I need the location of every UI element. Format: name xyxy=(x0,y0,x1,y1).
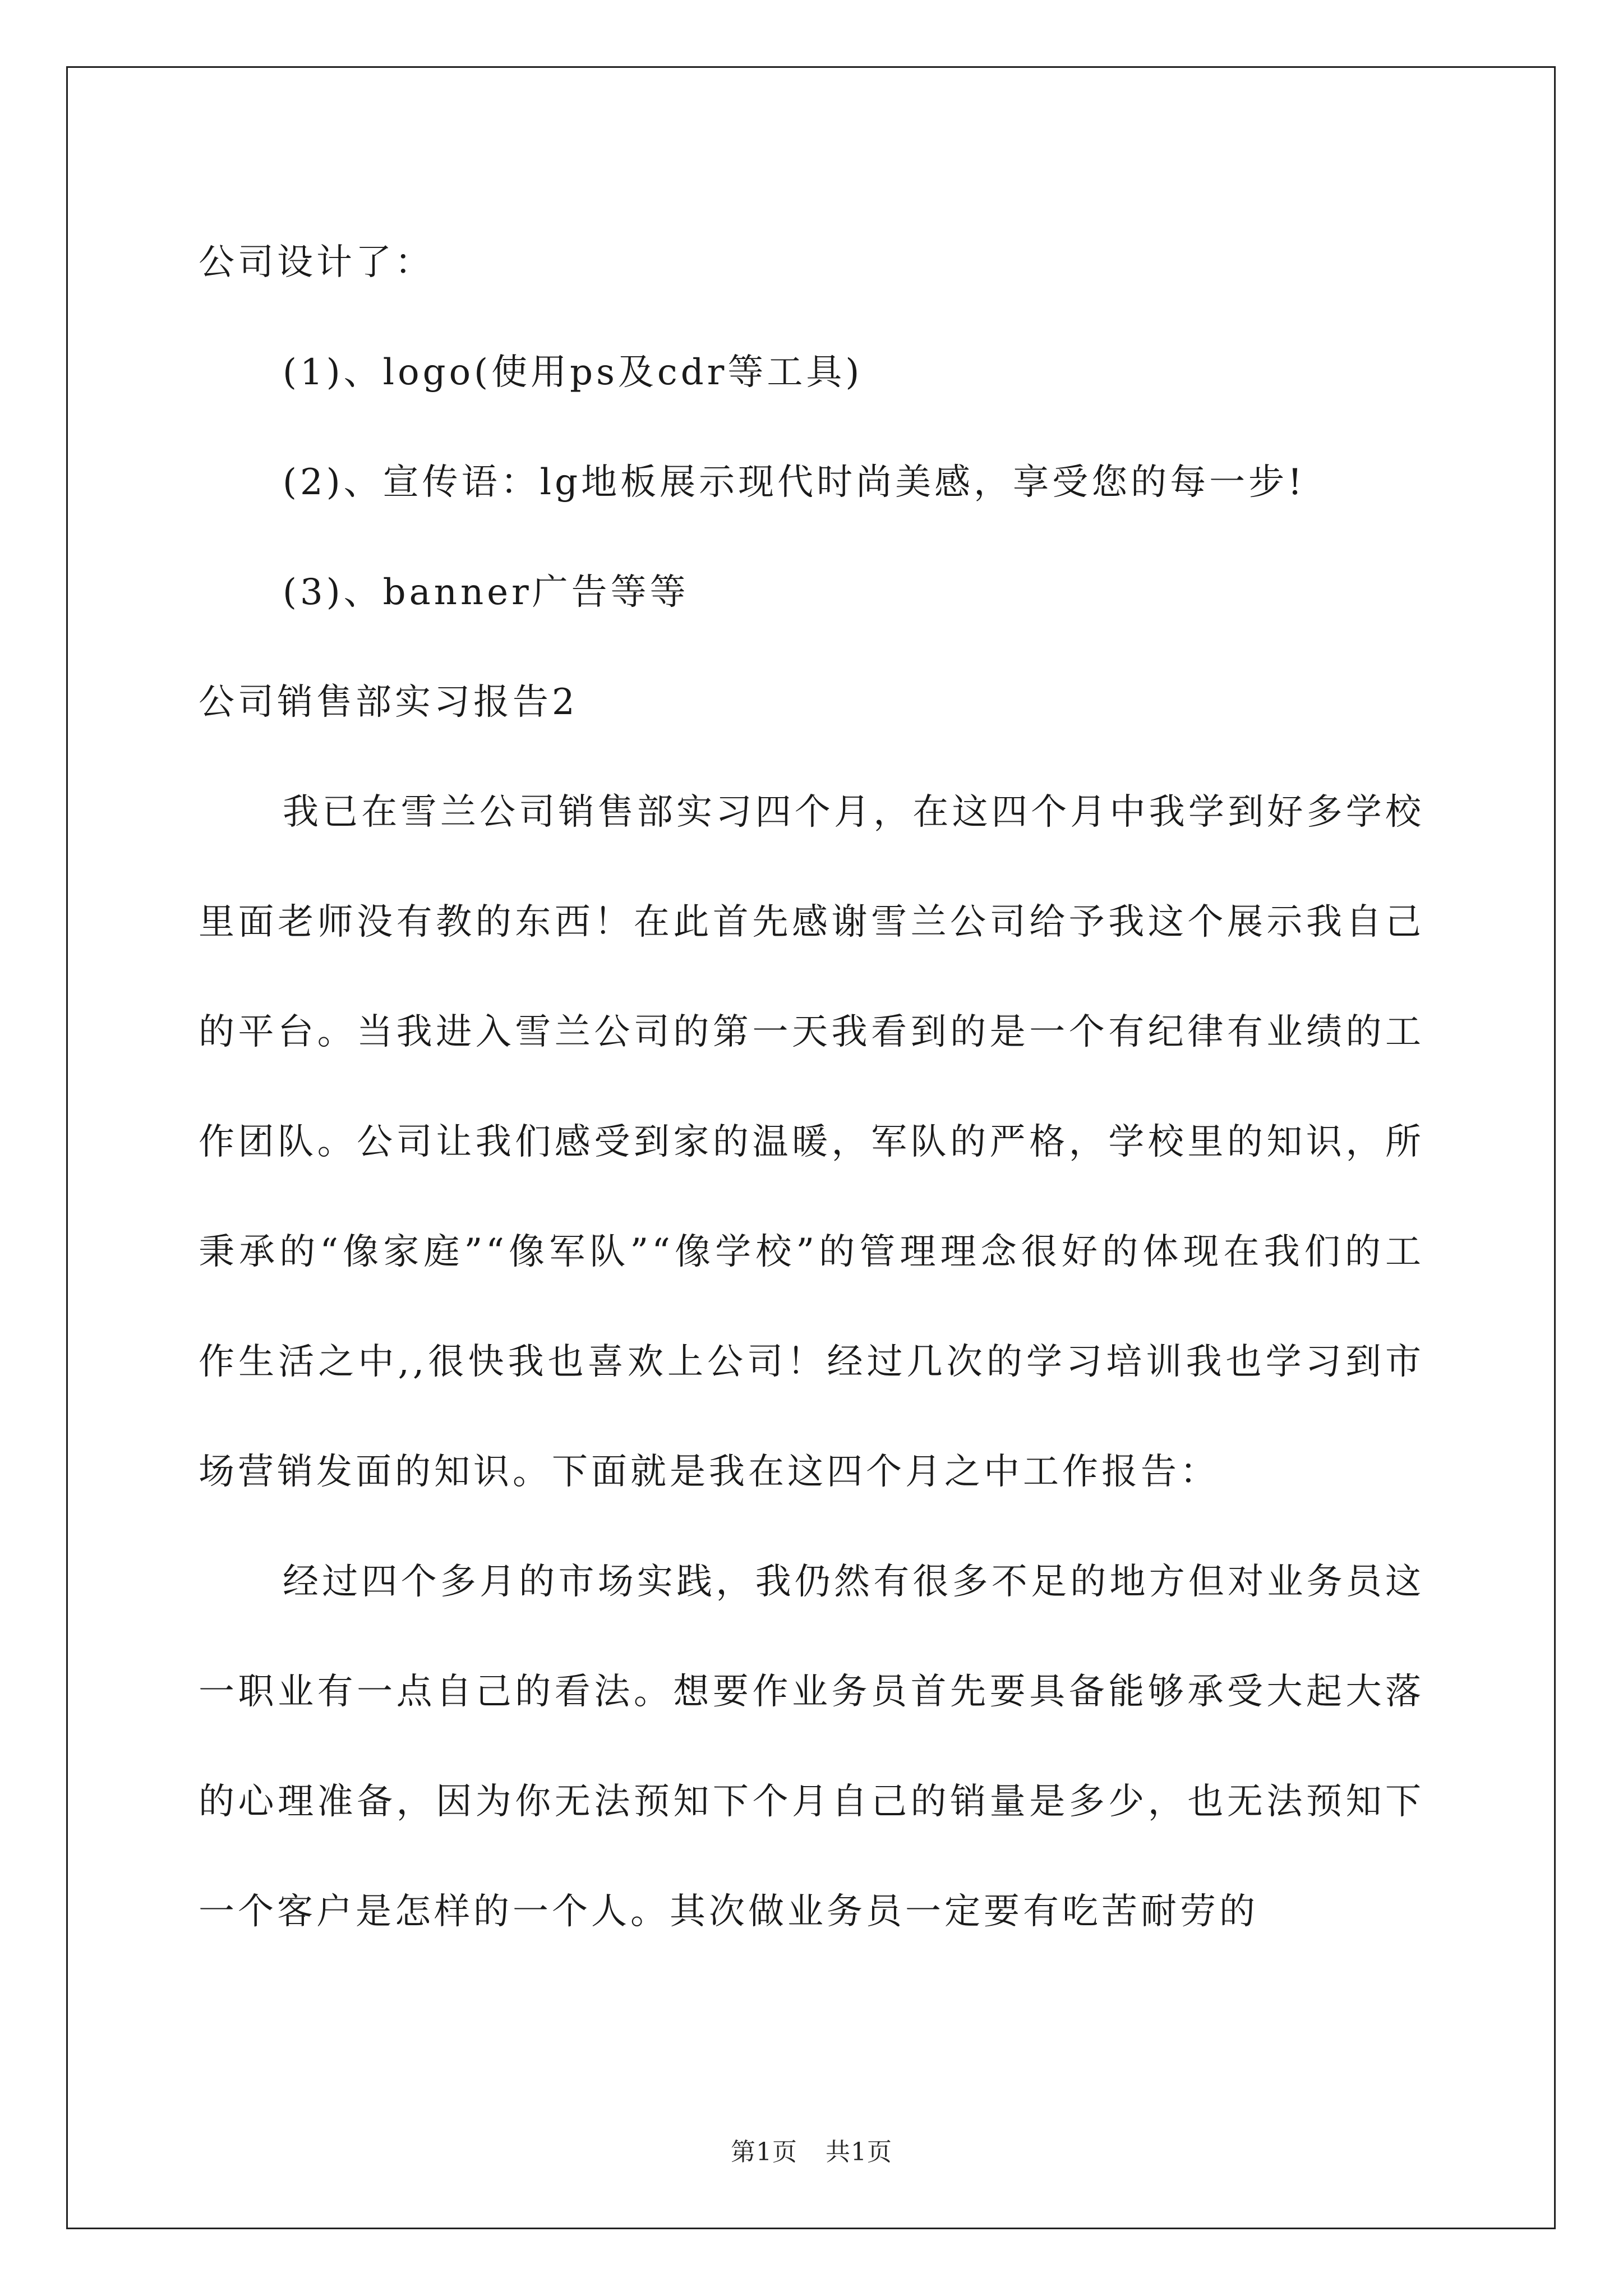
intro-line: 公司设计了： xyxy=(199,242,434,283)
page-footer xyxy=(0,2132,1623,2168)
page-number: 第1页 xyxy=(731,2138,797,2166)
section-title: 公司销售部实习报告2 xyxy=(199,682,578,723)
body-paragraph-1: 我已在雪兰公司销售部实习四个月，在这四个月中我学到好多学校里面老师没有教的东西！在此首先感谢雪兰公司给予我这个展示我自己的平台。当我进入雪兰公司的第一天我看到的是一个有纪律有业绩的工作团队。公司让我们感受到家的温暖，军队的严格，学校里的知识，所秉承的“像家庭”“像军队”“像学校”的管理理念很好的体现在我们的工作生活之中,,很快我也喜欢上公司！经过几次的学习培训我也学习到市场营销发面的知识。下面就是我在这四个月之中工作报告： xyxy=(199,792,1424,1493)
list-item-2: (2)、宣传语：lg地板展示现代时尚美感，享受您的每一步! xyxy=(283,462,1306,503)
list-item-1: (1)、logo(使用ps及cdr等工具) xyxy=(283,352,863,393)
page-total: 共1页 xyxy=(826,2138,892,2166)
body-paragraph-2: 经过四个多月的市场实践，我仍然有很多不足的地方但对业务员这一职业有一点自己的看法。想要作业务员首先要具备能够承受大起大落的心理准备，因为你无法预知下个月自己的销量是多少，也无法预知下一个客户是怎样的一个人。其次做业务员一定要有吃苦耐劳的 xyxy=(199,1561,1424,1932)
document-body xyxy=(199,208,1424,1967)
list-item-3: (3)、banner广告等等 xyxy=(283,572,689,613)
